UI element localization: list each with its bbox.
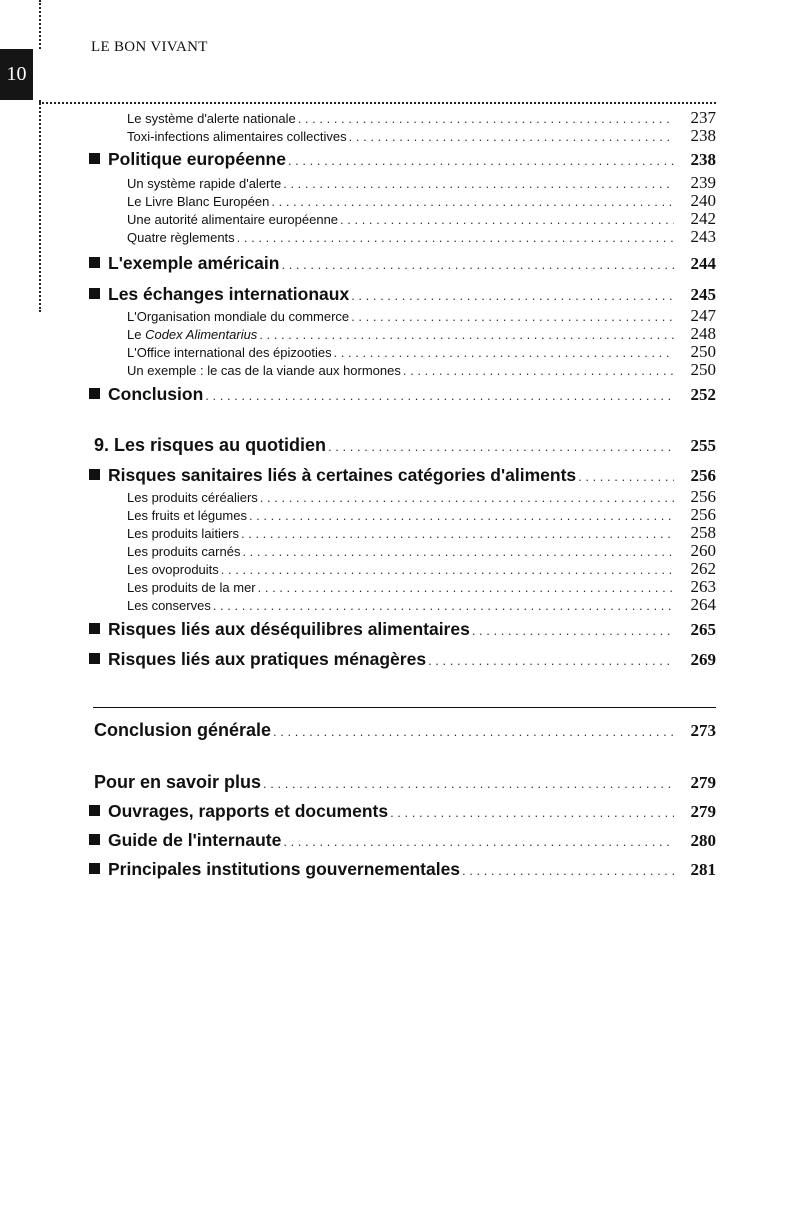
toc-entry-page: 238 bbox=[690, 126, 716, 145]
toc-entry-page: 240 bbox=[690, 191, 716, 210]
dotted-margin-line-side bbox=[39, 100, 41, 312]
toc-section-page: 245 bbox=[690, 285, 716, 304]
toc-entry[interactable] bbox=[127, 595, 716, 613]
toc-entry-title: Les ovoproduits bbox=[127, 562, 219, 577]
toc-section[interactable] bbox=[108, 253, 716, 277]
toc-section-title: Conclusion bbox=[108, 384, 204, 404]
toc-section-title: Risques sanitaires liés à certaines catégories d'aliments bbox=[108, 465, 577, 485]
square-bullet-icon bbox=[89, 469, 100, 480]
toc-entry-page: 260 bbox=[690, 541, 716, 560]
toc-entry-page: 256 bbox=[690, 505, 716, 524]
toc-section-title: Risques liés aux pratiques ménagères bbox=[108, 649, 427, 669]
toc-section-title: L'exemple américain bbox=[108, 253, 280, 273]
dotted-header-rule bbox=[39, 102, 716, 104]
toc-entry[interactable] bbox=[127, 342, 716, 360]
dot-leader bbox=[283, 834, 674, 849]
toc-chapter[interactable] bbox=[94, 772, 716, 796]
dot-leader bbox=[578, 469, 674, 484]
dot-leader bbox=[340, 212, 674, 227]
dot-leader bbox=[288, 153, 674, 168]
square-bullet-icon bbox=[89, 288, 100, 299]
dot-leader bbox=[351, 309, 674, 324]
toc-entry-title: Le Livre Blanc Européen bbox=[127, 194, 270, 209]
square-bullet-icon bbox=[89, 623, 100, 634]
dot-leader bbox=[349, 129, 674, 144]
toc-entry-title: Les produits de la mer bbox=[127, 580, 256, 595]
toc-entry-page: 258 bbox=[690, 523, 716, 542]
toc-section-title: Guide de l'internaute bbox=[108, 830, 282, 850]
page-number: 10 bbox=[6, 63, 27, 85]
toc-entry-page: 239 bbox=[690, 173, 716, 192]
toc-chapter-page: 273 bbox=[690, 721, 716, 740]
toc-section[interactable] bbox=[108, 801, 716, 825]
dot-leader bbox=[259, 327, 674, 342]
toc-section-title: Risques liés aux déséquilibres alimentaires bbox=[108, 619, 470, 639]
square-bullet-icon bbox=[89, 388, 100, 399]
toc-entry-page: 264 bbox=[690, 595, 716, 614]
square-bullet-icon bbox=[89, 863, 100, 874]
toc-entry-title: Quatre règlements bbox=[127, 230, 235, 245]
dot-leader bbox=[263, 776, 674, 791]
toc-entry[interactable] bbox=[127, 108, 716, 126]
toc-section[interactable] bbox=[108, 284, 716, 308]
toc-entry-title: Les produits laitiers bbox=[127, 526, 239, 541]
toc-entry[interactable] bbox=[127, 324, 716, 342]
dot-leader bbox=[271, 194, 674, 209]
toc-section-page: 238 bbox=[690, 150, 716, 169]
toc-entry-title: Un système rapide d'alerte bbox=[127, 176, 282, 191]
toc-entry[interactable] bbox=[127, 209, 716, 227]
toc-entry-title: L'Office international des épizooties bbox=[127, 345, 332, 360]
toc-section[interactable] bbox=[108, 619, 716, 643]
toc-section-page: 244 bbox=[690, 254, 716, 273]
toc-entry[interactable] bbox=[127, 541, 716, 559]
dot-leader bbox=[351, 288, 674, 303]
dot-leader bbox=[283, 176, 674, 191]
dot-leader bbox=[462, 863, 674, 878]
toc-chapter-title: Pour en savoir plus bbox=[94, 772, 262, 792]
toc-section-page: 265 bbox=[690, 620, 716, 639]
toc-chapter-page: 279 bbox=[690, 773, 716, 792]
toc-entry-title: Le système d'alerte nationale bbox=[127, 111, 296, 126]
dot-leader bbox=[242, 544, 674, 559]
square-bullet-icon bbox=[89, 153, 100, 164]
toc-section-page: 252 bbox=[690, 385, 716, 404]
dot-leader bbox=[403, 363, 674, 378]
toc-chapter-page: 255 bbox=[690, 436, 716, 455]
toc-entry[interactable] bbox=[127, 559, 716, 577]
toc-entry-page: 247 bbox=[690, 306, 716, 325]
toc-section[interactable] bbox=[108, 649, 716, 673]
toc-entry[interactable] bbox=[127, 505, 716, 523]
toc-entry[interactable] bbox=[127, 577, 716, 595]
toc-entry-title: Une autorité alimentaire européenne bbox=[127, 212, 339, 227]
toc-entry[interactable] bbox=[127, 227, 716, 245]
toc-entry-title-prefix: Le bbox=[127, 327, 146, 342]
toc-entry-title: Toxi-infections alimentaires collectives bbox=[127, 129, 347, 144]
toc-entry[interactable] bbox=[127, 360, 716, 378]
toc-entry-page: 250 bbox=[690, 360, 716, 379]
toc-section-title: Les échanges internationaux bbox=[108, 284, 350, 304]
toc-entry-title bbox=[127, 327, 257, 342]
dot-leader bbox=[260, 490, 674, 505]
toc-entry-title: L'Organisation mondiale du commerce bbox=[127, 309, 350, 324]
toc-chapter[interactable] bbox=[94, 720, 716, 744]
toc-section-page: 279 bbox=[690, 802, 716, 821]
dot-leader bbox=[334, 345, 674, 360]
section-divider bbox=[93, 707, 716, 708]
square-bullet-icon bbox=[89, 653, 100, 664]
dot-leader bbox=[390, 805, 674, 820]
toc-chapter-title: Conclusion générale bbox=[94, 720, 272, 740]
dot-leader bbox=[472, 623, 674, 638]
toc-entry[interactable] bbox=[127, 487, 716, 505]
dot-leader bbox=[298, 111, 674, 126]
toc-chapter[interactable] bbox=[94, 435, 716, 459]
dot-leader bbox=[221, 562, 674, 577]
square-bullet-icon bbox=[89, 834, 100, 845]
dot-leader bbox=[428, 653, 674, 668]
toc-entry-title: Les fruits et légumes bbox=[127, 508, 247, 523]
toc-section-page: 281 bbox=[690, 860, 716, 879]
dot-leader bbox=[213, 598, 674, 613]
dot-leader bbox=[241, 526, 674, 541]
toc-entry[interactable] bbox=[127, 173, 716, 191]
dot-leader bbox=[328, 439, 674, 454]
toc-section[interactable] bbox=[108, 830, 716, 854]
toc-entry[interactable] bbox=[127, 191, 716, 209]
toc-entry[interactable] bbox=[127, 523, 716, 541]
running-head: LE BON VIVANT bbox=[91, 39, 208, 55]
dot-leader bbox=[273, 724, 674, 739]
toc-section-title: Principales institutions gouvernementales bbox=[108, 859, 461, 879]
toc-section-page: 280 bbox=[690, 831, 716, 850]
toc-entry-title: Un exemple : le cas de la viande aux hormones bbox=[127, 363, 401, 378]
toc-entry[interactable] bbox=[127, 306, 716, 324]
dot-leader bbox=[237, 230, 674, 245]
square-bullet-icon bbox=[89, 257, 100, 268]
toc-entry-title: Les conserves bbox=[127, 598, 211, 613]
toc-entry-title: Les produits carnés bbox=[127, 544, 241, 559]
toc-entry-page: 263 bbox=[690, 577, 716, 596]
toc-entry-page: 242 bbox=[690, 209, 716, 228]
square-bullet-icon bbox=[89, 805, 100, 816]
toc-section-page: 256 bbox=[690, 466, 716, 485]
dot-leader bbox=[258, 580, 674, 595]
toc-entry-page: 237 bbox=[690, 108, 716, 127]
dot-leader bbox=[205, 388, 674, 403]
toc-chapter-title: 9. Les risques au quotidien bbox=[94, 435, 327, 455]
dot-leader bbox=[281, 257, 674, 272]
toc-entry[interactable] bbox=[127, 126, 716, 144]
toc-section-title: Ouvrages, rapports et documents bbox=[108, 801, 389, 821]
toc-section-title: Politique européenne bbox=[108, 149, 286, 169]
toc-entry-page: 248 bbox=[690, 324, 716, 343]
toc-section-page: 269 bbox=[690, 650, 716, 669]
toc-entry-page: 262 bbox=[690, 559, 716, 578]
toc-section[interactable] bbox=[108, 149, 716, 173]
dot-leader bbox=[249, 508, 674, 523]
toc-entry-title-italic: Codex Alimentarius bbox=[145, 327, 258, 342]
toc-section[interactable] bbox=[108, 859, 716, 883]
page-number-box bbox=[0, 49, 33, 100]
toc-entry-page: 256 bbox=[690, 487, 716, 506]
toc-section[interactable] bbox=[108, 465, 716, 489]
dotted-margin-line-top bbox=[39, 0, 41, 49]
toc-entry-page: 250 bbox=[690, 342, 716, 361]
toc-entry-title: Les produits céréaliers bbox=[127, 490, 258, 505]
toc-entry-page: 243 bbox=[690, 227, 716, 246]
toc-section[interactable] bbox=[108, 384, 716, 408]
